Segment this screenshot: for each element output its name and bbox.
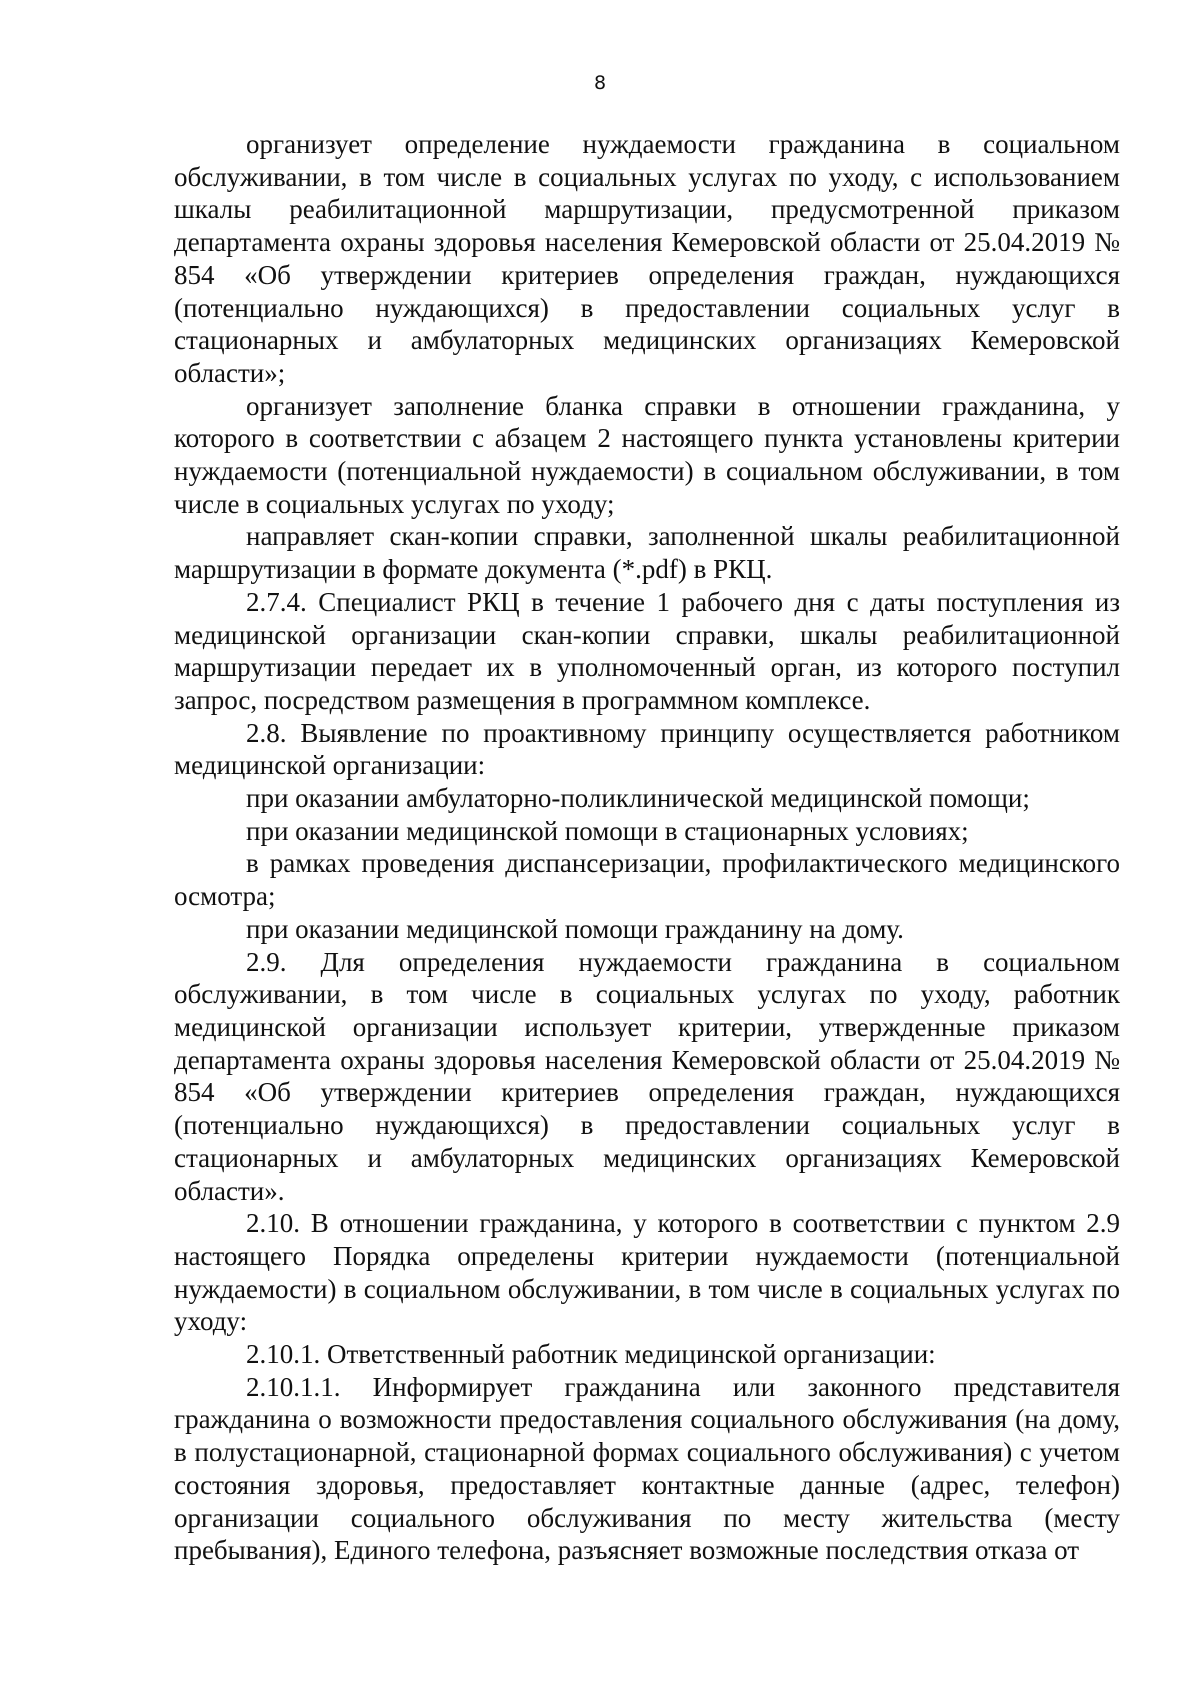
list-item-inpatient: при оказании медицинской помощи в стационарных условиях; xyxy=(246,815,969,846)
document-body xyxy=(174,128,1120,1567)
paragraph-2-9: 2.9. Для определения нуждаемости гражданина в социальном обслуживании, в том числе в социальных услугах по уходу, работник медицинской организации использует критерии, утвержденные приказом департамента охраны здоровья населения Кемеровской области от 25.04.2019 № 854 «Об утверждении критериев определения граждан, нуждающихся (потенциально нуждающихся) в предоставлении социальных услуг в стационарных и амбулаторных медицинских организациях Кемеровской области». xyxy=(174,946,1120,1206)
paragraph-2-7-4: 2.7.4. Специалист РКЦ в течение 1 рабочего дня с даты поступления из медицинской организации скан-копии справки, шкалы реабилитационной маршрутизации передает их в уполномоченный орган, из которого поступил запрос, посредством размещения в программном комплексе. xyxy=(174,586,1120,715)
paragraph-2-8: 2.8. Выявление по проактивному принципу осуществляется работником медицинской организации: xyxy=(174,717,1120,781)
paragraph-certificate-form: организует заполнение бланка справки в отношении гражданина, у которого в соответствии с абзацем 2 настоящего пункта установлены критерии нуждаемости (потенциальной нуждаемости) в социальном обслуживании, в том числе в социальных услугах по уходу; xyxy=(174,390,1120,519)
list-item-dispensary: в рамках проведения диспансеризации, профилактического медицинского осмотра; xyxy=(174,848,1120,912)
paragraph-scan-copies: направляет скан-копии справки, заполненной шкалы реабилитационной маршрутизации в формате документа (*.pdf) в РКЦ. xyxy=(174,521,1120,585)
paragraph-2-10-1-1: 2.10.1.1. Информирует гражданина или законного представителя гражданина о возможности предоставления социального обслуживания (на дому, в полустационарной, стационарной формах социального обслуживания) с учетом состояния здоровья, предоставляет контактные данные (адрес, телефон) организации социального обслуживания по месту жительства (месту пребывания), Единого телефона, разъясняет возможные последствия отказа от xyxy=(174,1371,1120,1566)
list-item-outpatient: при оказании амбулаторно-поликлинической медицинской помощи; xyxy=(246,783,1030,814)
paragraph-2-10: 2.10. В отношении гражданина, у которого в соответствии с пунктом 2.9 настоящего Порядка определены критерии нуждаемости (потенциальной нуждаемости) в социальном обслуживании, в том числе в социальных услугах по уходу: xyxy=(174,1208,1120,1337)
paragraph-assessment: организует определение нуждаемости гражданина в социальном обслуживании, в том числе в социальных услугах по уходу, с использованием шкалы реабилитационной маршрутизации, предусмотренной приказом департамента охраны здоровья населения Кемеровской области от 25.04.2019 № 854 «Об утверждении критериев определения граждан, нуждающихся (потенциально нуждающихся) в предоставлении социальных услуг в стационарных и амбулаторных медицинских организациях Кемеровской области»; xyxy=(174,129,1120,388)
paragraph-2-10-1: 2.10.1. Ответственный работник медицинской организации: xyxy=(246,1339,936,1370)
page-number: 8 xyxy=(593,72,607,94)
list-item-home-care: при оказании медицинской помощи гражданину на дому. xyxy=(246,913,904,944)
